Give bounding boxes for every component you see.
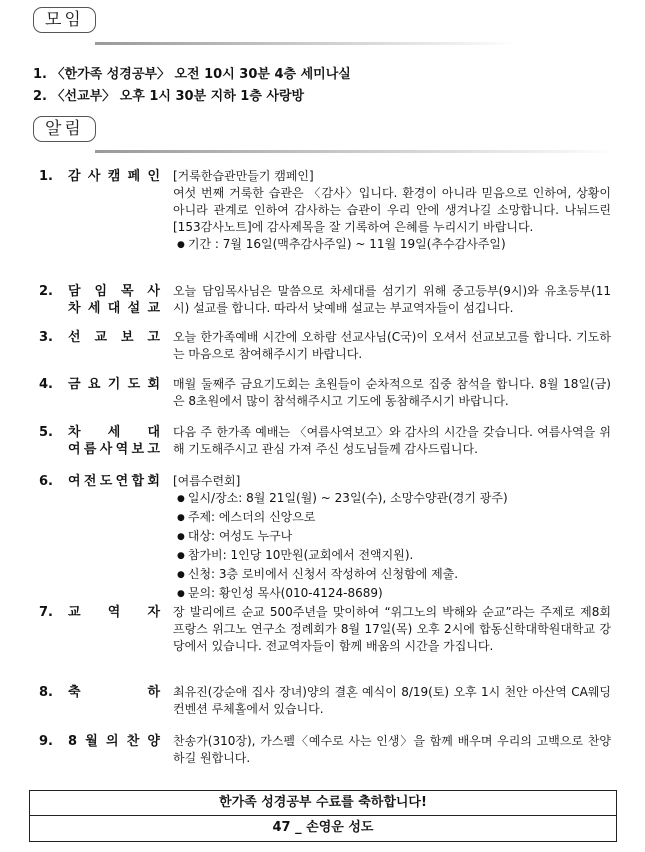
meeting-item: 2. 〈선교부〉 오후 1시 30분 지하 1층 사랑방 <box>33 89 305 104</box>
meetings-tab <box>33 7 96 33</box>
notice-title-line: 여 름 사 역 보 고 <box>68 442 160 457</box>
notice-text: 최유진(강순애 집사 장녀)양의 결혼 예식이 8/19(토) 오후 1시 천안 아산역 CA웨딩컨벤션 루체홀에서 있습니다. <box>173 685 611 716</box>
notice-bullet: ● 참가비: 1인당 10만원(교회에서 전액지원). <box>173 547 611 566</box>
notice-number: 8. <box>39 685 53 700</box>
notice-title-line: 금 요 기 도 회 <box>68 377 160 392</box>
notice-number: 1. <box>39 169 53 184</box>
graduation-headline: 한가족 성경공부 수료를 축하합니다! <box>30 791 616 816</box>
notice-bullet: ● 문의: 황인성 목사(010-4124-8689) <box>173 585 611 604</box>
notice-number: 3. <box>39 330 53 345</box>
notice-text: 장 발리에르 순교 500주년을 맞이하여 “위그노의 박해와 순교”라는 주제로 제8회 프랑스 위그노 연구소 정례회가 8월 17일(목) 오후 2시에 합동신학대학원대학교 강당에서 있습니다. 전교역자들이 함께 배움의 시간을 가집니다. <box>173 605 611 653</box>
notice-title <box>68 733 160 750</box>
notice-body <box>173 684 611 718</box>
notice-bullet: ● 대상: 여성도 누구나 <box>173 528 611 547</box>
notice-text: [거룩한습관만들기 캠페인] <box>173 169 314 183</box>
meetings-divider <box>95 42 515 45</box>
notice-title <box>68 424 160 458</box>
notice-bullet: ● 신청: 3층 로비에서 신청서 작성하여 신청함에 제출. <box>173 566 611 585</box>
notices-tab <box>33 116 96 142</box>
notice-body <box>173 329 611 363</box>
notice-title <box>68 283 160 317</box>
graduation-name: 47 _ 손영운 성도 <box>272 820 374 835</box>
notice-title <box>68 329 160 346</box>
notice-title-line: 감 사 캠 페 인 <box>68 169 160 184</box>
notice-title-line: 8 월 의 찬 양 <box>68 734 160 749</box>
notice-title <box>68 684 160 701</box>
notice-title <box>68 473 160 490</box>
notice-title <box>68 376 160 393</box>
notice-title <box>68 604 160 621</box>
notice-body <box>173 376 611 410</box>
meetings-tab-label: 모임 <box>45 10 84 30</box>
notice-text: 오늘 담임목사님은 말씀으로 차세대를 섬기기 위해 중고등부(9시)와 유초등부(11시) 설교를 합니다. 따라서 낮예배 설교는 부교역자들이 섬깁니다. <box>173 284 611 315</box>
notice-body <box>173 604 611 655</box>
notice-title-line: 여 전 도 연 합 회 <box>68 474 160 489</box>
notice-number: 7. <box>39 605 53 620</box>
notice-title <box>68 168 160 185</box>
notice-text: 매월 둘째주 금요기도회는 초원들이 순차적으로 집중 참석을 합니다. 8월 18일(금)은 8초원에서 많이 참석해주시고 기도에 동참해주시기 바랍니다. <box>173 377 611 408</box>
notice-text: 여섯 번째 거룩한 습관은 〈감사〉입니다. 환경이 아니라 믿음으로 인하여, 상황이 아니라 관계로 인하여 감사하는 습관이 우리 안에 생겨나길 소망합니다. 나눠드린 [153감사노트]에 감사제목을 잘 기록하여 은혜를 누리시기 바랍니다. <box>173 186 611 234</box>
notice-number: 4. <box>39 377 53 392</box>
notice-text: [여름수련회] <box>173 474 241 488</box>
graduation-box <box>29 790 617 842</box>
notice-bullet: ● 일시/장소: 8월 21일(월) ~ 23일(수), 소망수양관(경기 광주) <box>173 490 611 509</box>
notice-title-line: 축 하 <box>68 685 160 700</box>
notices-tab-label: 알림 <box>45 119 84 139</box>
notice-text: 오늘 한가족예배 시간에 오하람 선교사님(C국)이 오셔서 선교보고를 합니다. 기도하는 마음으로 참여해주시기 바랍니다. <box>173 330 611 361</box>
notice-body <box>173 283 611 317</box>
notice-number: 9. <box>39 734 53 749</box>
notice-bullet: ● 기간 : 7월 16일(맥추감사주일) ~ 11월 19일(추수감사주일) <box>173 236 611 255</box>
notice-body <box>173 733 611 767</box>
notice-title-line: 차 세 대 <box>68 425 160 440</box>
notice-number: 2. <box>39 284 53 299</box>
notice-text: 다음 주 한가족 예배는 〈여름사역보고〉와 감사의 시간을 갖습니다. 여름사역을 위해 기도해주시고 관심 가져 주신 성도님들께 감사드립니다. <box>173 425 611 456</box>
notice-title-line: 교 역 자 <box>68 605 160 620</box>
notice-text: 찬송가(310장), 가스펠〈예수로 사는 인생〉을 함께 배우며 우리의 고백으로 찬양하길 원합니다. <box>173 734 611 765</box>
notice-title-line: 선 교 보 고 <box>68 330 160 345</box>
notice-body <box>173 424 611 458</box>
notice-body <box>173 473 611 604</box>
meeting-item: 1. 〈한가족 성경공부〉 오전 10시 30분 4층 세미나실 <box>33 67 351 82</box>
notice-title-line: 담 임 목 사 <box>68 284 160 299</box>
notice-number: 5. <box>39 425 53 440</box>
notice-bullet: ● 주제: 에스더의 신앙으로 <box>173 509 611 528</box>
notices-divider <box>95 150 615 153</box>
notice-title-line: 차 세 대 설 교 <box>68 301 160 316</box>
notice-number: 6. <box>39 474 53 489</box>
notice-body <box>173 168 611 255</box>
